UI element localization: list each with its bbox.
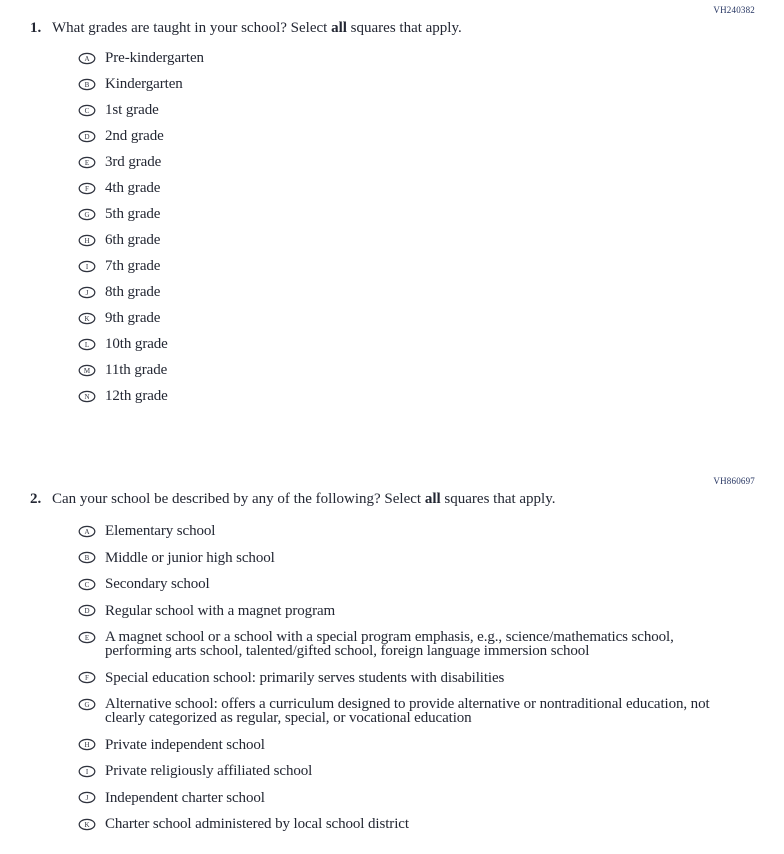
option-row[interactable] bbox=[78, 51, 755, 65]
answer-oval-icon[interactable] bbox=[78, 156, 96, 169]
answer-oval-icon[interactable] bbox=[78, 312, 96, 325]
oval-letter: K bbox=[84, 314, 90, 323]
oval-letter: F bbox=[85, 674, 89, 682]
oval-letter: G bbox=[84, 700, 90, 709]
option-label: Pre-kindergarten bbox=[105, 50, 204, 66]
answer-oval-icon[interactable] bbox=[78, 390, 96, 403]
answer-oval-icon[interactable] bbox=[78, 78, 96, 91]
option-row[interactable] bbox=[78, 77, 755, 91]
oval-letter: K bbox=[84, 820, 90, 829]
oval-letter: D bbox=[84, 607, 90, 615]
option-label: 4th grade bbox=[105, 180, 161, 196]
question-2-stem bbox=[30, 490, 755, 508]
answer-oval-icon[interactable] bbox=[78, 52, 96, 65]
question-1-text-prefix: What grades are taught in your school? Select bbox=[52, 20, 332, 36]
answer-oval-icon[interactable] bbox=[78, 738, 96, 751]
oval-letter: B bbox=[84, 554, 90, 562]
option-row[interactable] bbox=[78, 577, 755, 591]
oval-letter: C bbox=[84, 106, 90, 115]
option-row[interactable] bbox=[78, 233, 755, 247]
option-row[interactable] bbox=[78, 671, 755, 685]
option-label: Middle or junior high school bbox=[105, 549, 275, 566]
oval-letter: J bbox=[85, 794, 89, 802]
question-1-accession-code: VH240382 bbox=[713, 5, 755, 15]
oval-letter: H bbox=[84, 741, 90, 749]
option-row[interactable] bbox=[78, 524, 755, 538]
option-label: 10th grade bbox=[105, 336, 168, 352]
answer-oval-icon[interactable] bbox=[78, 765, 96, 778]
oval-letter: A bbox=[84, 527, 90, 536]
option-row[interactable] bbox=[78, 551, 755, 565]
option-label: 6th grade bbox=[105, 232, 161, 248]
option-label: Charter school administered by local school district bbox=[105, 816, 409, 832]
answer-oval-icon[interactable] bbox=[78, 604, 96, 617]
question-2-text-suffix: squares that apply. bbox=[440, 491, 556, 507]
option-row[interactable] bbox=[78, 129, 755, 143]
answer-oval-icon[interactable] bbox=[78, 791, 96, 804]
option-row[interactable] bbox=[78, 363, 755, 377]
option-label: Private religiously affiliated school bbox=[105, 763, 313, 779]
question-2-accession-code: VH860697 bbox=[713, 476, 755, 486]
option-label: 1st grade bbox=[105, 102, 159, 118]
answer-oval-icon[interactable] bbox=[78, 182, 96, 195]
option-row[interactable] bbox=[78, 181, 755, 195]
answer-oval-icon[interactable] bbox=[78, 104, 96, 117]
oval-letter: M bbox=[83, 366, 91, 375]
option-label: 5th grade bbox=[105, 206, 161, 222]
answer-oval-icon[interactable] bbox=[78, 364, 96, 377]
oval-letter: B bbox=[84, 80, 90, 89]
option-row[interactable] bbox=[78, 764, 755, 778]
question-2-text bbox=[52, 490, 556, 508]
option-row[interactable] bbox=[78, 817, 755, 831]
oval-letter: I bbox=[85, 767, 89, 776]
option-label: 9th grade bbox=[105, 310, 161, 326]
question-1 bbox=[28, 5, 755, 403]
question-1-text bbox=[52, 19, 462, 37]
oval-letter: C bbox=[84, 580, 90, 589]
option-row[interactable] bbox=[78, 285, 755, 299]
answer-oval-icon[interactable] bbox=[78, 286, 96, 299]
answer-oval-icon[interactable] bbox=[78, 338, 96, 351]
option-row[interactable] bbox=[78, 697, 755, 725]
oval-letter: J bbox=[85, 288, 89, 297]
oval-letter: E bbox=[84, 158, 90, 167]
option-label: 8th grade bbox=[105, 284, 161, 300]
option-label: Elementary school bbox=[105, 523, 216, 539]
option-label: Regular school with a magnet program bbox=[105, 602, 336, 619]
option-row[interactable] bbox=[78, 604, 755, 618]
question-2 bbox=[28, 476, 755, 831]
option-label: Secondary school bbox=[105, 576, 210, 592]
option-row[interactable] bbox=[78, 155, 755, 169]
oval-letter: I bbox=[85, 262, 89, 271]
option-label: Private independent school bbox=[105, 736, 265, 753]
answer-oval-icon[interactable] bbox=[78, 698, 96, 711]
answer-oval-icon[interactable] bbox=[78, 818, 96, 831]
option-row[interactable] bbox=[78, 389, 755, 403]
option-row[interactable] bbox=[78, 630, 755, 658]
option-label: Kindergarten bbox=[105, 76, 183, 92]
question-2-text-bold: all bbox=[424, 491, 441, 507]
oval-letter: E bbox=[84, 633, 90, 642]
option-label: Independent charter school bbox=[105, 789, 265, 806]
answer-oval-icon[interactable] bbox=[78, 631, 96, 644]
option-row[interactable] bbox=[78, 103, 755, 117]
option-row[interactable] bbox=[78, 337, 755, 351]
option-row[interactable] bbox=[78, 311, 755, 325]
option-label: 2nd grade bbox=[105, 128, 164, 144]
oval-letter: D bbox=[84, 132, 90, 141]
option-label: 7th grade bbox=[105, 258, 161, 274]
question-1-stem bbox=[30, 19, 755, 37]
answer-oval-icon[interactable] bbox=[78, 671, 96, 684]
oval-letter: L bbox=[84, 340, 90, 349]
question-2-text-prefix: Can your school be described by any of the following? Select bbox=[52, 491, 425, 507]
answer-oval-icon[interactable] bbox=[78, 130, 96, 143]
question-1-text-bold: all bbox=[331, 20, 347, 36]
option-row[interactable] bbox=[78, 207, 755, 221]
answer-oval-icon[interactable] bbox=[78, 551, 96, 564]
answer-oval-icon[interactable] bbox=[78, 578, 96, 591]
option-row[interactable] bbox=[78, 738, 755, 752]
option-label: 3rd grade bbox=[105, 154, 162, 170]
answer-oval-icon[interactable] bbox=[78, 260, 96, 273]
question-1-options bbox=[78, 51, 755, 403]
oval-letter: F bbox=[85, 184, 89, 193]
option-row[interactable] bbox=[78, 791, 755, 805]
option-label: 11th grade bbox=[105, 362, 168, 378]
option-label: Alternative school: offers a curriculum designed to provide alternative or nontraditional education, not clearly categorized as regular, special, or vocational education bbox=[105, 696, 710, 726]
question-2-number: 2. bbox=[30, 491, 42, 507]
option-label: 12th grade bbox=[105, 388, 168, 404]
answer-oval-icon[interactable] bbox=[78, 525, 96, 538]
question-1-number: 1. bbox=[30, 20, 42, 36]
oval-letter: H bbox=[84, 236, 90, 245]
option-row[interactable] bbox=[78, 259, 755, 273]
oval-letter: G bbox=[84, 210, 90, 219]
answer-oval-icon[interactable] bbox=[78, 234, 96, 247]
oval-letter: N bbox=[84, 392, 90, 401]
oval-letter: A bbox=[84, 54, 90, 63]
question-1-text-suffix: squares that apply. bbox=[346, 20, 462, 36]
question-2-options bbox=[78, 524, 755, 831]
option-label: Special education school: primarily serves students with disabilities bbox=[105, 669, 505, 686]
option-label: A magnet school or a school with a special program emphasis, e.g., science/mathematics school, performing arts school, talented/gifted school, foreign language immersion school bbox=[105, 629, 674, 659]
answer-oval-icon[interactable] bbox=[78, 208, 96, 221]
